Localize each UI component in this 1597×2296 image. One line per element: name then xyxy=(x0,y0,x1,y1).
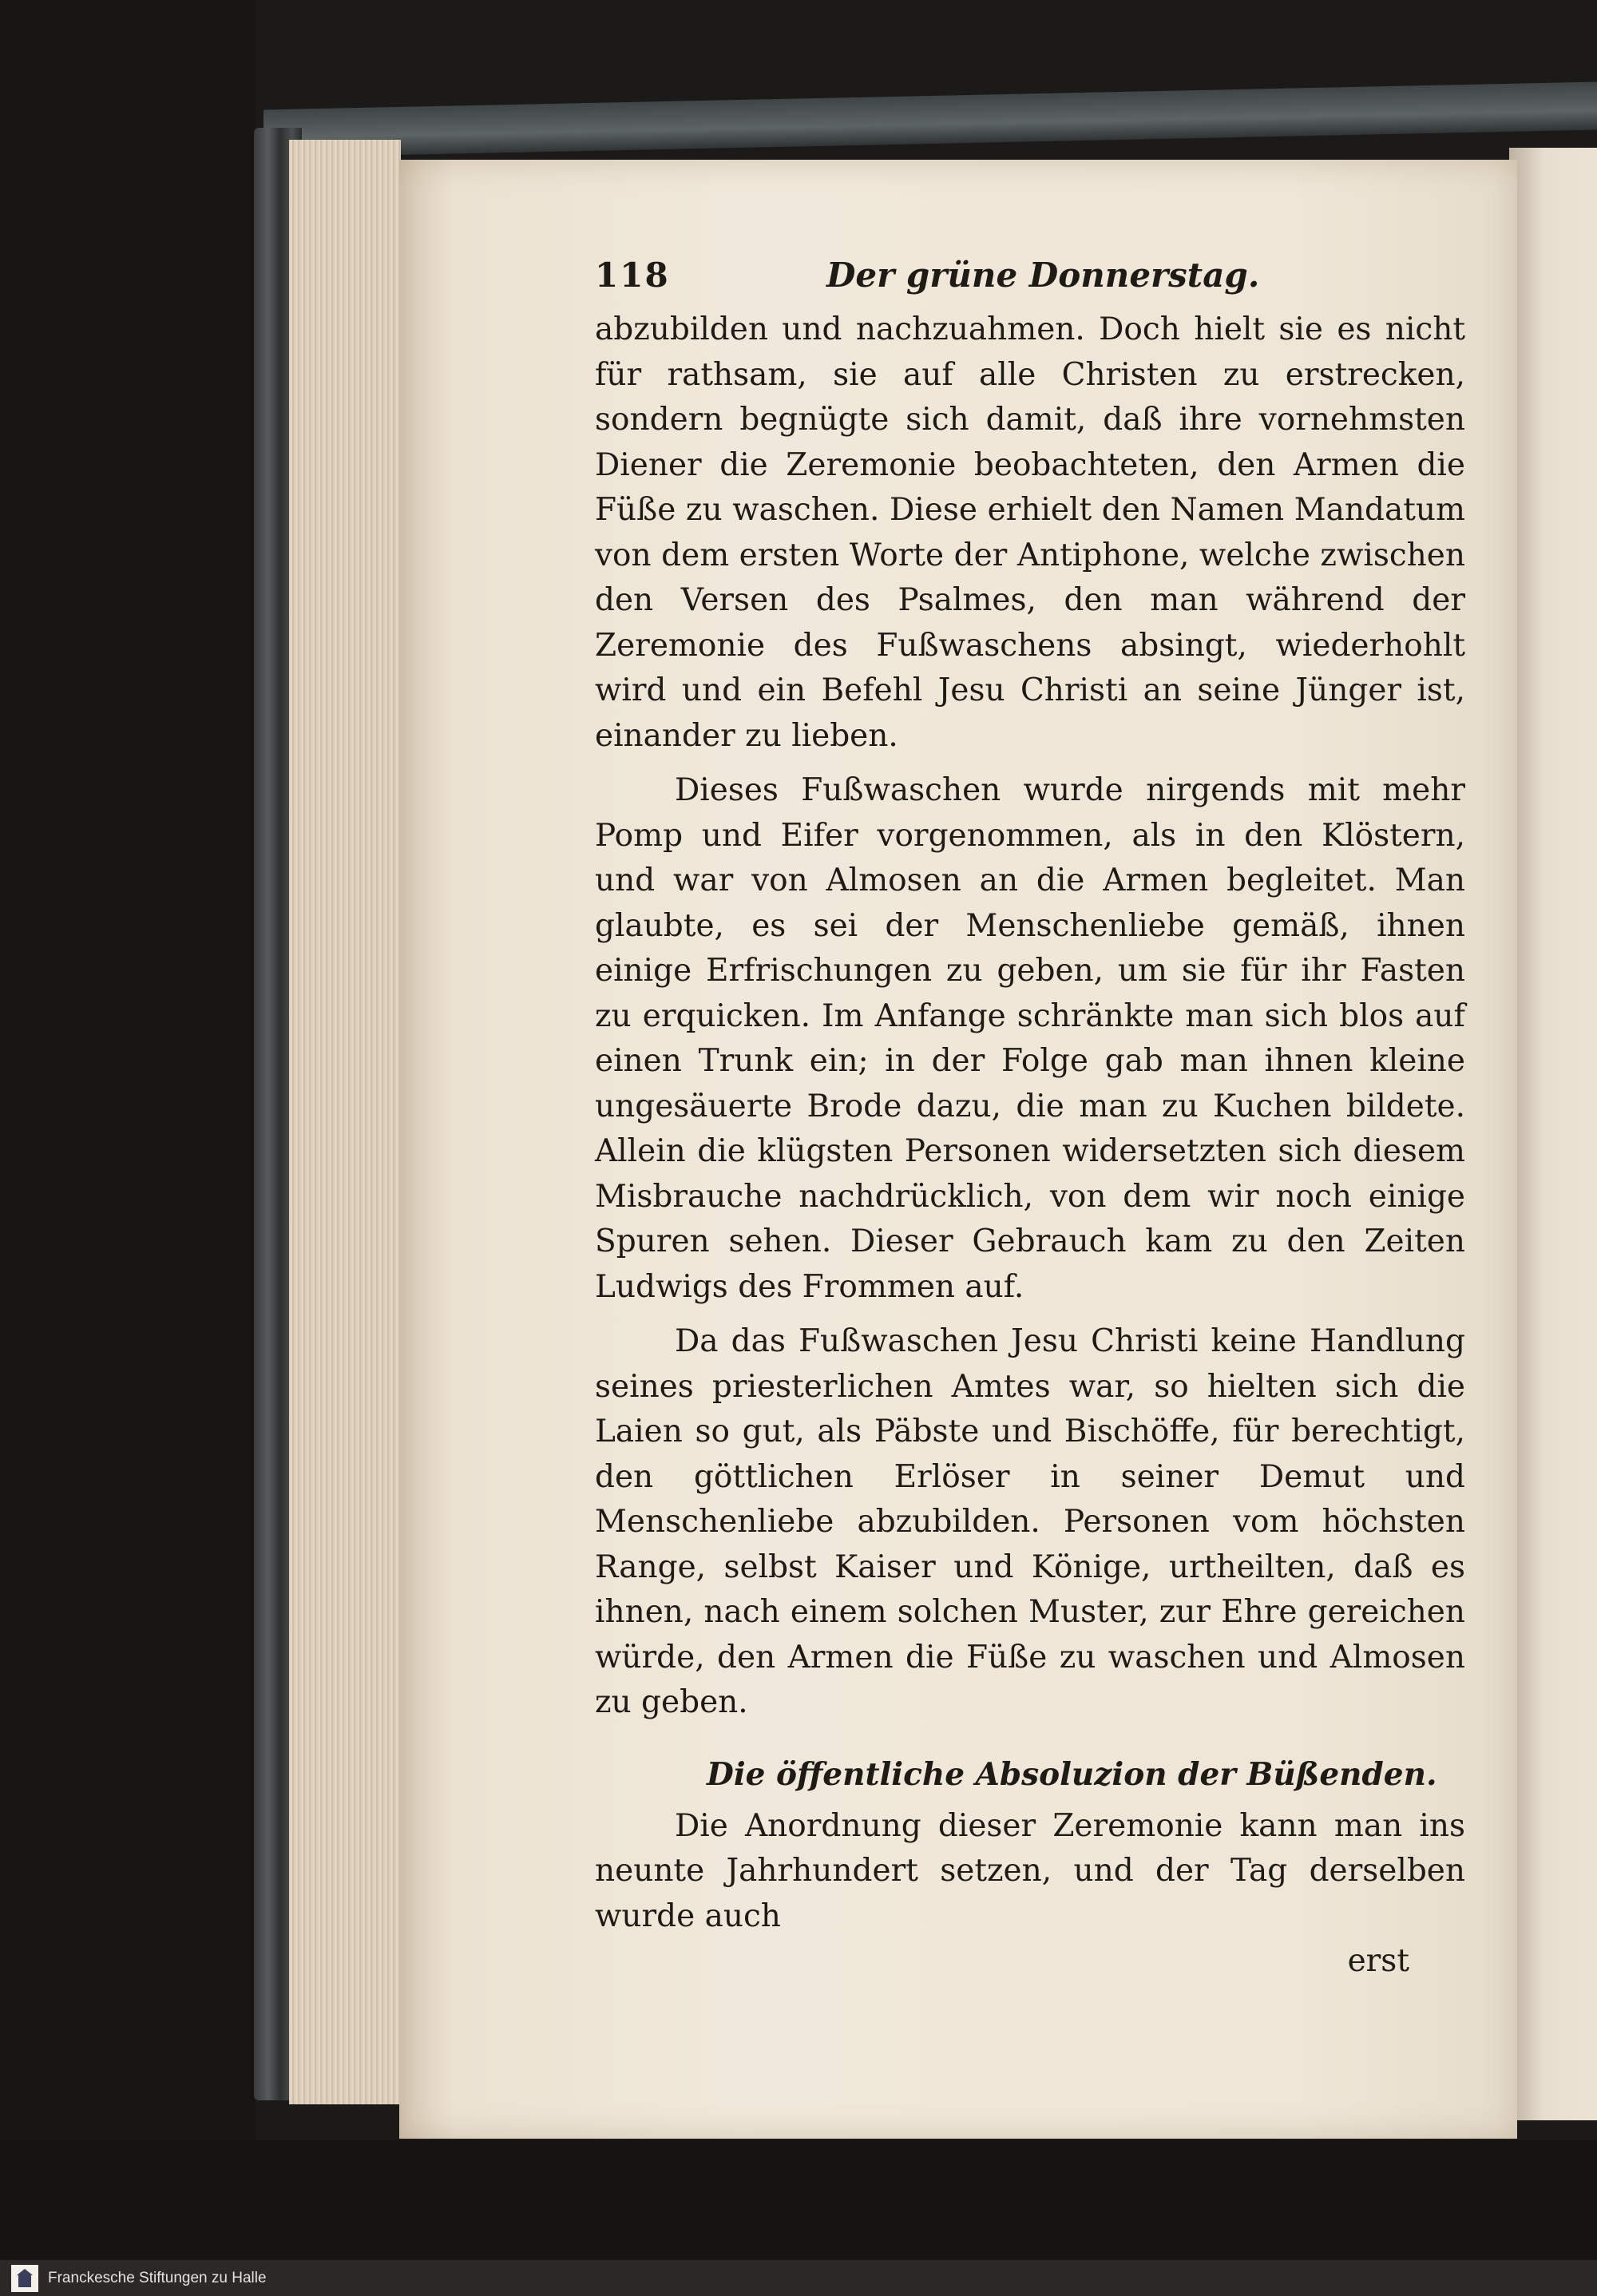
background-left xyxy=(0,0,256,2296)
facing-page xyxy=(1509,148,1597,2120)
paragraph-3: Da das Fußwaschen Jesu Christi keine Handlung seines priesterlichen Amtes war, so hielten sich die Laien so gut, als Päbste und Bischöffe, für berechtigt, den göttlichen Erlöser in seiner Demut und Menschenliebe abzubilden. Personen vom höchsten Range, selbst Kaiser und Könige, urtheilten, daß es ihnen, nach einem solchen Muster, zur Ehre gereichen würde, den Armen die Füße zu waschen und Almosen zu geben. xyxy=(595,1323,1465,1720)
book-cover-top xyxy=(264,82,1597,158)
page-title: Der grüne Donnerstag. xyxy=(826,256,1260,295)
institution-name: Franckesche Stiftungen zu Halle xyxy=(48,2269,267,2286)
running-head xyxy=(595,252,1465,307)
catchword: erst xyxy=(1347,1943,1409,1979)
section-heading: Die öffentliche Absoluzion der Büßenden. xyxy=(707,1755,1437,1793)
background-bottom xyxy=(0,2140,1597,2260)
section-paragraph: Die Anordnung dieser Zeremonie kann man ins neunte Jahrhundert setzen, und der Tag derselben wurde auch xyxy=(595,1807,1465,1934)
page-text xyxy=(595,252,1465,1984)
footer-bar xyxy=(0,2260,1597,2296)
institution-logo-icon xyxy=(11,2265,38,2292)
page-number: 118 xyxy=(595,256,670,295)
page-edges xyxy=(289,140,401,2104)
paragraph-1: abzubilden und nachzuahmen. Doch hielt sie es nicht für rathsam, sie auf alle Christen zu erstrecken, sondern begnügte sich damit, daß ihre vornehmsten Diener die Zeremonie beobachteten, den Armen die Füße zu waschen. Diese erhielt den Namen Mandatum von dem ersten Worte der Antiphone, welche zwischen den Versen des Psalmes, den man während der Zeremonie des Fußwaschens absingt, wiederhohlt wird und ein Befehl Jesu Christi an seine Jünger ist, einander zu lieben. xyxy=(595,311,1465,754)
paragraph-2: Dieses Fußwaschen wurde nirgends mit mehr Pomp und Eifer vorgenommen, als in den Klöstern, und war von Almosen an die Armen begleitet. Man glaubte, es sei der Menschenliebe gemäß, ihnen einige Erfrischungen zu geben, um sie für ihr Fasten zu erquicken. Im Anfange schränkte man sich blos auf einen Trunk ein; in der Folge gab man ihnen kleine ungesäuerte Brode dazu, die man zu Kuchen bildete. Allein die klügsten Personen widersetzten sich diesem Misbrauche nachdrücklich, von dem wir noch einige Spuren sehen. Dieser Gebrauch kam zu den Zeiten Ludwigs des Frommen auf. xyxy=(595,772,1465,1305)
